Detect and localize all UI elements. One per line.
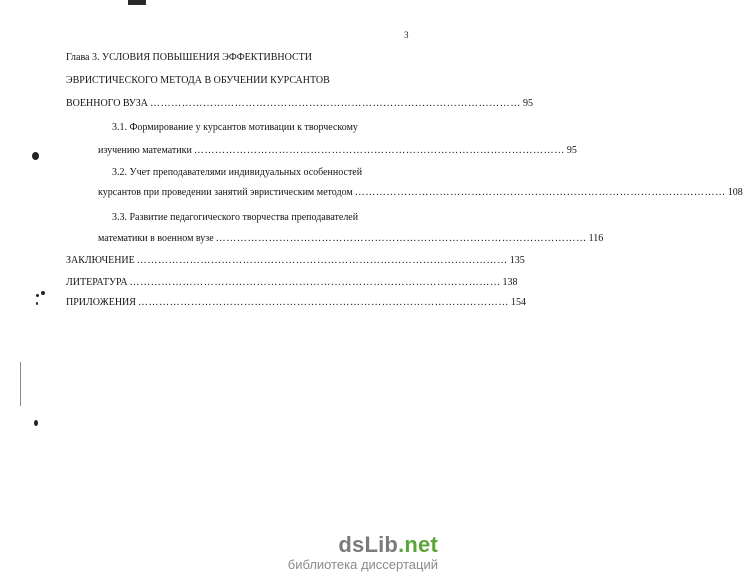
toc-row-section-3-2 — [98, 187, 743, 199]
section-3-2-line-2: курсантов при проведении занятий эвристическим методом — [98, 187, 353, 198]
dot-leader: …………………………………………………………………………………………… — [354, 187, 726, 198]
toc-entry-label: ЗАКЛЮЧЕНИЕ — [66, 255, 135, 266]
section-3-1-line-1: 3.1. Формирование у курсантов мотивации к творческому — [112, 122, 358, 133]
scan-edge-line — [20, 362, 21, 406]
watermark-logo-main: dsLib — [338, 532, 399, 557]
scan-blot — [32, 152, 39, 160]
toc-row-conclusion — [66, 255, 525, 267]
section-3-1-line-2: изучению математики — [98, 145, 192, 156]
toc-row-section-3-3 — [98, 233, 604, 245]
dot-leader: …………………………………………………………………………………………… — [193, 145, 565, 156]
watermark-logo — [288, 533, 438, 557]
dot-leader: …………………………………………………………………………………………… — [215, 233, 587, 244]
toc-page-number: 116 — [588, 233, 604, 244]
toc-entry-label: ПРИЛОЖЕНИЯ — [66, 297, 136, 308]
toc-row-literature — [66, 277, 518, 289]
toc-entry-label: ЛИТЕРАТУРА — [66, 277, 128, 288]
section-3-3-line-2: математики в военном вузе — [98, 233, 214, 244]
scan-blot — [36, 294, 39, 297]
chapter-title-line-3: ВОЕННОГО ВУЗА — [66, 98, 148, 109]
dot-leader: …………………………………………………………………………………………… — [137, 297, 509, 308]
dot-leader: …………………………………………………………………………………………… — [136, 255, 508, 266]
toc-row-section-3-1 — [98, 145, 577, 157]
toc-page-number: 95 — [522, 98, 533, 109]
toc-page-number: 108 — [727, 187, 743, 198]
section-3-3-line-1: 3.3. Развитие педагогического творчества преподавателей — [112, 212, 359, 223]
toc-row-chapter-3 — [66, 98, 533, 110]
watermark-subtitle: библиотека диссертаций — [287, 557, 438, 572]
scan-blot — [36, 302, 38, 305]
toc-page-number: 135 — [509, 255, 525, 266]
toc-row-appendices — [66, 297, 526, 309]
section-3-2-line-1: 3.2. Учет преподавателями индивидуальных особенностей — [112, 167, 363, 178]
toc-page-number: 138 — [502, 277, 518, 288]
page-number: 3 — [404, 30, 409, 40]
dot-leader: …………………………………………………………………………………………… — [149, 98, 521, 109]
toc-page-number: 95 — [566, 145, 577, 156]
dot-leader: …………………………………………………………………………………………… — [129, 277, 501, 288]
scan-blot — [41, 291, 45, 295]
chapter-title-line-2: ЭВРИСТИЧЕСКОГО МЕТОДА В ОБУЧЕНИИ КУРСАНТОВ — [66, 75, 330, 86]
scan-artifact — [128, 0, 146, 5]
toc-page-number: 154 — [510, 297, 526, 308]
watermark-logo-tld: .net — [398, 532, 438, 557]
watermark — [288, 533, 438, 572]
chapter-title-line-1: Глава 3. УСЛОВИЯ ПОВЫШЕНИЯ ЭФФЕКТИВНОСТИ — [66, 52, 312, 63]
scan-blot — [34, 420, 38, 426]
